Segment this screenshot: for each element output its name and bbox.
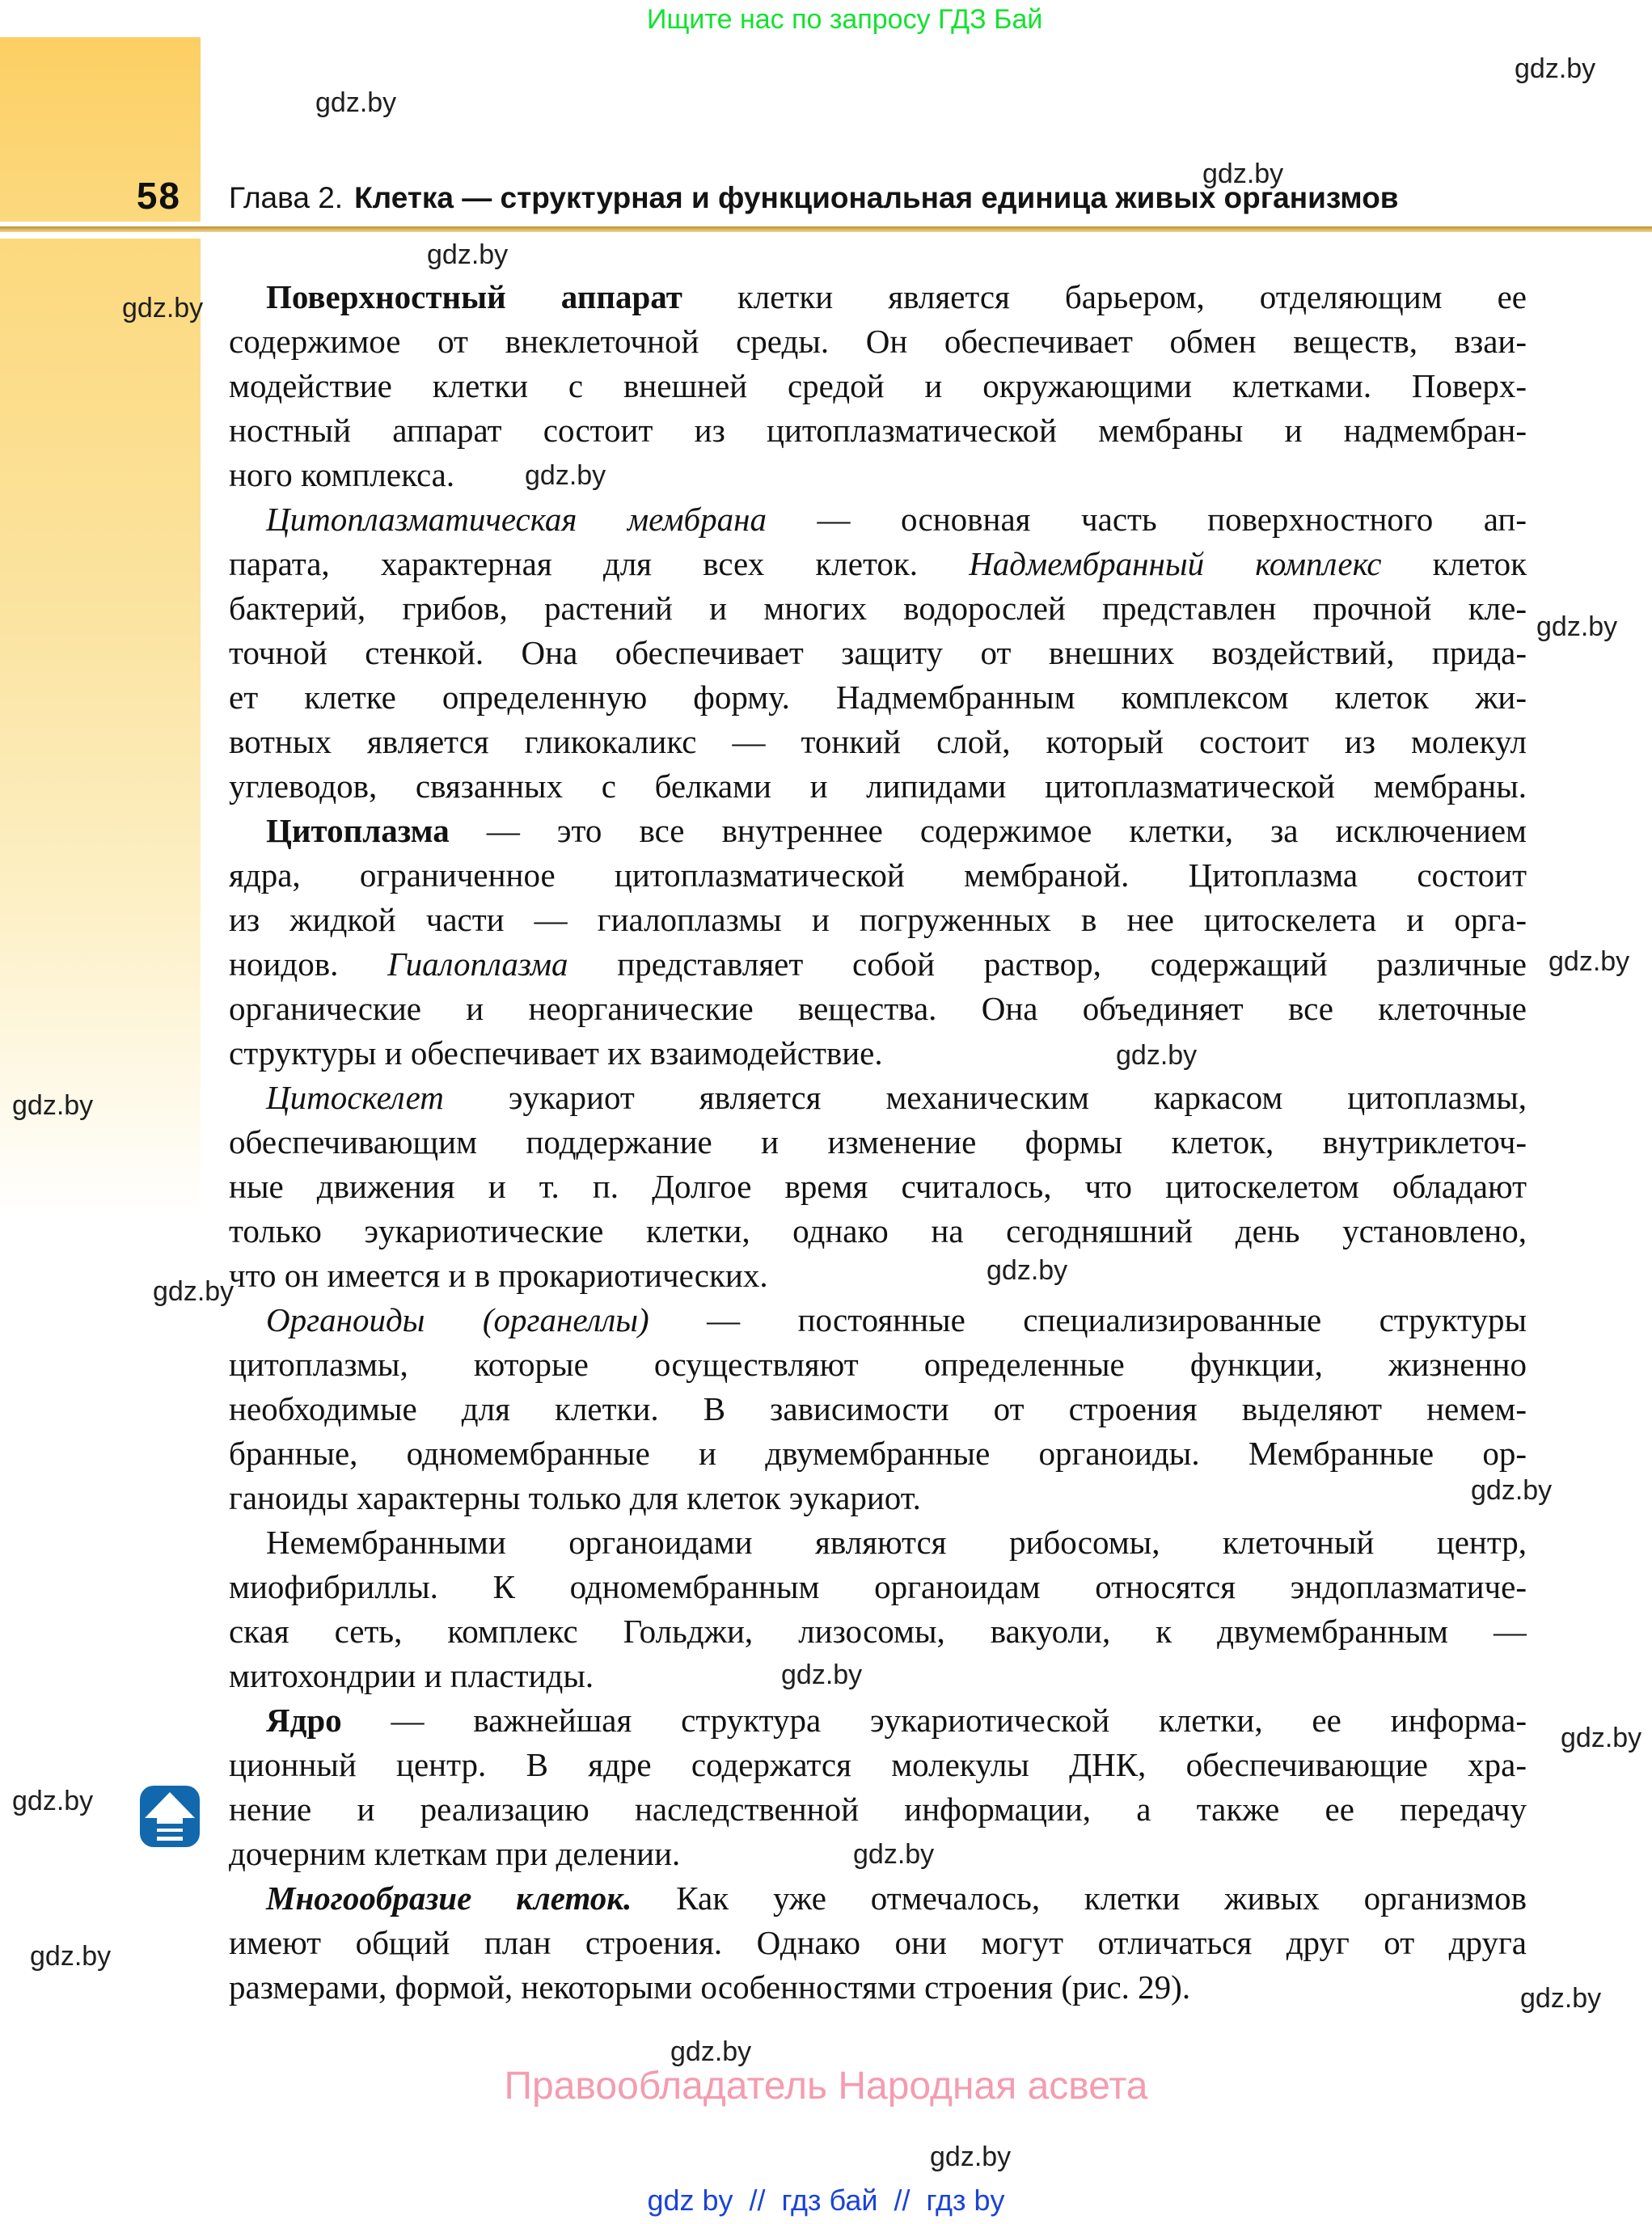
text-run: имеют общий план строения. Однако они могут отличаться друг от друга [229,1924,1527,1961]
body-line [229,1876,1527,1921]
gdz-watermark: gdz.by [1548,946,1630,977]
body-text [229,275,1527,2010]
text-run: Надмембранный комплекс [969,545,1382,582]
gdz-watermark: gdz.by [12,1090,94,1121]
body-line [229,1565,1527,1609]
gdz-watermark: gdz.by [427,239,509,270]
body-line [229,1965,1527,2010]
text-run: Как уже отмечалось, клетки живых организмов [632,1879,1527,1917]
body-line [229,1120,1527,1165]
gdz-watermark: gdz.by [1471,1475,1553,1506]
gdz-watermark: gdz.by [12,1786,94,1816]
text-run: Органоиды (органеллы) [266,1301,649,1338]
text-run: цитоплазмы, которые осуществляют определенные функции, жизненно [229,1346,1527,1383]
text-run: ет клетке определенную форму. Надмембранным комплексом клеток жи- [229,679,1527,716]
text-run: ностный аппарат состоит из цитоплазматической мембраны и надмембран- [229,412,1527,449]
body-line [229,1520,1527,1565]
body-line [229,275,1527,319]
body-line [229,1031,1527,1076]
text-run: ционный центр. В ядре содержатся молекулы ДНК, обеспечивающие хра- [229,1746,1527,1783]
text-run: митохондрии и пластиды. [229,1657,594,1694]
body-line [229,586,1527,631]
body-line [229,319,1527,364]
text-run: только эукариотические клетки, однако на сегодняшний день установлено, [229,1212,1527,1249]
text-run: необходимые для клетки. В зависимости от строения выделяют немем- [229,1390,1527,1427]
gdz-watermark: gdz.by [1520,1983,1602,2014]
publisher-up-arrow-logo-icon [140,1786,200,1847]
sidebar-yellow-gradient [0,239,204,1217]
text-run: Многообразие клеток. [266,1879,632,1917]
text-run: точной стенкой. Она обеспечивает защиту от внешних воздействий, прида- [229,634,1527,671]
top-banner-text: Ищите нас по запросу ГДЗ Бай [647,4,1043,35]
text-run: ные движения и т. п. Долгое время считалось, что цитоскелетом обладают [229,1168,1527,1205]
text-run: дочерним клеткам при делении. [229,1835,681,1872]
body-line [229,898,1527,942]
body-line [229,542,1527,586]
gdz-watermark: gdz.by [30,1941,112,1972]
text-run: Цитоскелет [266,1079,444,1116]
body-line [229,1698,1527,1743]
text-run: Гиалоплазма [387,945,568,983]
text-run: Цитоплазма [266,812,450,849]
text-run: — основная часть поверхностного ап- [766,501,1527,538]
text-run: Цитоплазматическая мембрана [266,501,767,538]
text-run: модействие клетки с внешней средой и окружающими клетками. Поверх- [229,367,1527,404]
text-run: вотных является гликокаликс — тонкий слой, который состоит из молекул [229,723,1527,760]
body-line [229,364,1527,408]
text-run: бранные, одномембранные и двумембранные органоиды. Мембранные ор- [229,1435,1527,1472]
text-run: Ядро [266,1702,342,1739]
body-line [229,1387,1527,1431]
text-run: — постоянные специализированные структуры [649,1301,1527,1338]
gdz-watermark: gdz.by [1536,611,1618,642]
header-rule [0,226,1652,232]
footer-links[interactable]: gdz by // гдз бай // гдз by [647,2184,1005,2217]
gdz-watermark: gdz.by [853,1839,935,1870]
text-run: — важнейшая структура эукариотической клетки, ее информа- [341,1702,1527,1739]
gdz-watermark: gdz.by [670,2036,752,2067]
text-run: структуры и обеспечивает их взаимодействие. [229,1034,883,1072]
body-line [229,987,1527,1031]
text-run: миофибриллы. К одномембранным органоидам относятся эндоплазматиче- [229,1568,1527,1605]
gdz-watermark: gdz.by [1561,1723,1642,1753]
gdz-watermark: gdz.by [930,2142,1012,2172]
body-line [229,764,1527,809]
body-line [229,675,1527,720]
gdz-watermark: gdz.by [987,1255,1068,1286]
text-run: клетки является барьером, отделяющим ее [682,278,1527,315]
body-line [229,1209,1527,1254]
body-line [229,1743,1527,1787]
text-run: ская сеть, комплекс Гольджи, лизосомы, вакуоли, к двумембранным — [229,1613,1527,1650]
copyright-notice: Правообладатель Народная асвета [504,2065,1148,2108]
text-run: ядра, ограниченное цитоплазматической мембраной. Цитоплазма состоит [229,856,1527,894]
gdz-watermark: gdz.by [122,293,204,323]
body-line [229,1431,1527,1476]
body-line [229,720,1527,764]
text-run: Поверхностный аппарат [266,278,682,315]
gdz-watermark: gdz.by [315,87,397,118]
text-run: ганоиды характерны только для клеток эукариот. [229,1479,921,1516]
text-run: обеспечивающим поддержание и изменение формы клеток, внутриклеточ- [229,1123,1527,1161]
text-run: содержимое от внеклеточной среды. Он обеспечивает обмен веществ, взаи- [229,323,1527,360]
gdz-watermark: gdz.by [1515,53,1596,84]
text-run: клеток [1381,545,1527,582]
gdz-watermark: gdz.by [153,1276,234,1307]
gdz-watermark: gdz.by [1116,1040,1198,1071]
text-run: ноидов. [229,945,388,983]
body-line [229,942,1527,987]
text-run: нение и реализацию наследственной информации, а также ее передачу [229,1791,1527,1828]
body-line [229,1476,1527,1520]
gdz-watermark: gdz.by [525,460,606,491]
text-run: эукариот является механическим каркасом цитоплазмы, [443,1079,1527,1116]
body-line [229,1654,1527,1698]
text-run: углеводов, связанных с белками и липидами цитоплазматической мембраны. [229,767,1527,805]
gdz-watermark: gdz.by [1202,159,1284,189]
body-line [229,1609,1527,1654]
body-line [229,631,1527,675]
body-line [229,1165,1527,1209]
gdz-watermark: gdz.by [781,1660,863,1690]
text-run: парата, характерная для всех клеток. [229,545,970,582]
text-run: органические и неорганические вещества. Она объединяет все клеточные [229,990,1527,1027]
body-line [229,1921,1527,1965]
body-line [229,453,1527,497]
text-run: размерами, формой, некоторыми особенностями строения (рис. 29). [229,1968,1191,2006]
text-run: — это все внутреннее содержимое клетки, за исключением [449,812,1527,849]
text-run: из жидкой части — гиалоплазмы и погруженных в нее цитоскелета и орга- [229,901,1527,938]
body-line [229,1076,1527,1120]
body-line [229,809,1527,853]
page-number: 58 [136,175,181,217]
chapter-prefix: Глава 2. [229,181,344,214]
text-run: бактерий, грибов, растений и многих водорослей представлен прочной кле- [229,590,1527,627]
text-run: что он имеется и в прокариотических. [229,1257,768,1294]
text-run: представляет собой раствор, содержащий различные [568,945,1527,983]
body-line [229,1787,1527,1832]
body-line [229,1342,1527,1387]
body-line [229,408,1527,453]
text-run: ного комплекса. [229,456,455,493]
chapter-title: Клетка — структурная и функциональная единица живых организмов [354,181,1399,214]
body-line [229,497,1527,542]
body-line [229,1254,1527,1298]
body-line [229,1298,1527,1342]
text-run: Немембранными органоидами являются рибосомы, клеточный центр, [266,1524,1527,1561]
body-line [229,853,1527,898]
